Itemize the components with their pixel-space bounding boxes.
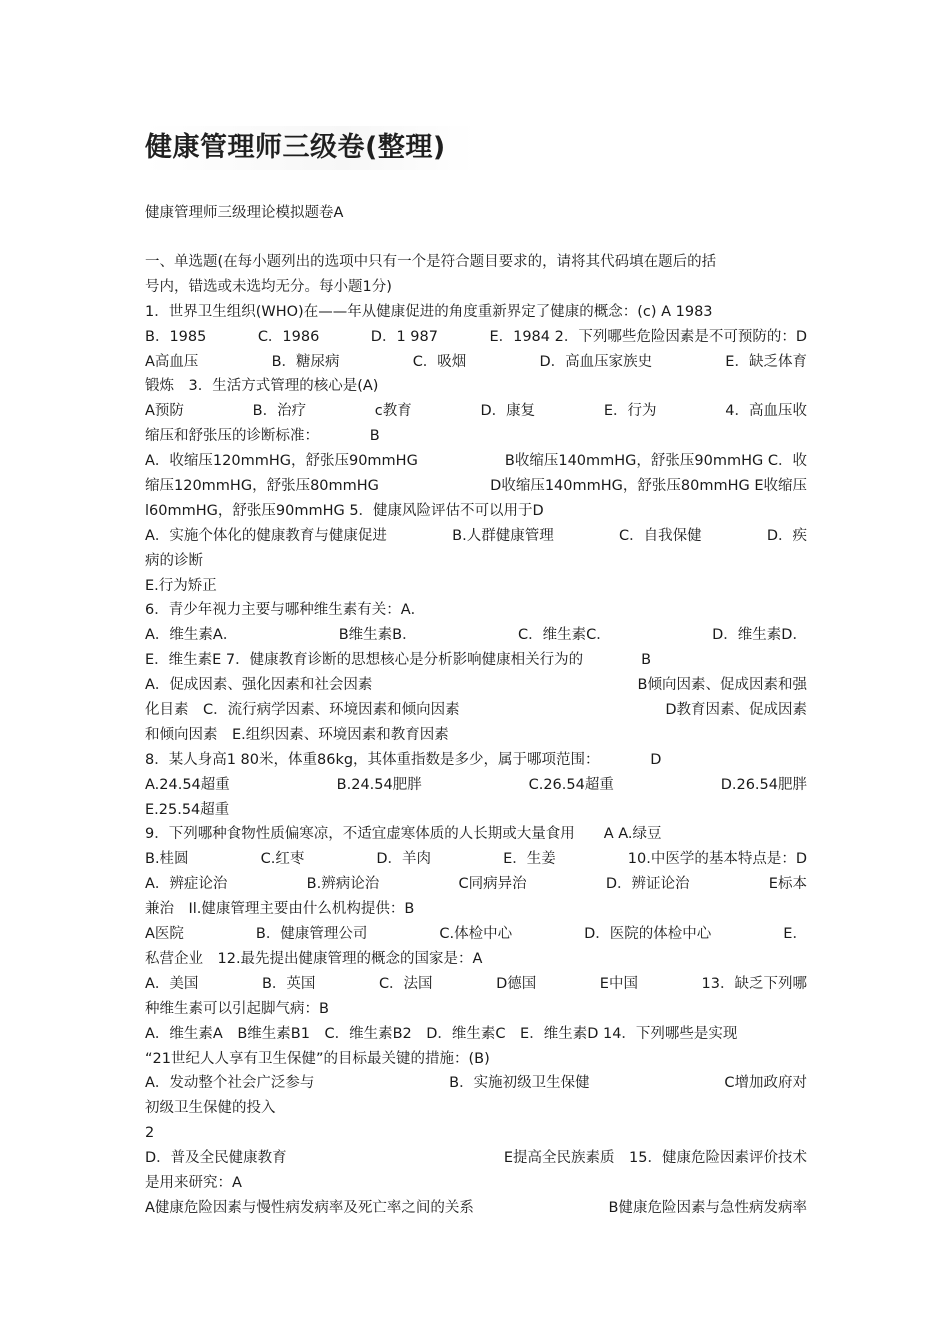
text-segment: 8．某人身高1 80米，体重86kg，其体重指数是多少，属于哪项范围： D	[145, 751, 662, 768]
text-segment: E．生姜	[503, 851, 556, 868]
text-line	[145, 773, 807, 798]
text-line	[145, 1121, 807, 1146]
text-segment: A医院	[145, 926, 184, 943]
text-segment: C．法国	[378, 975, 433, 992]
text-segment: A．收缩压120mmHG，舒张压90mmHG	[145, 453, 418, 470]
text-segment: 4．高血压收	[725, 403, 807, 420]
text-segment: E．1984 2．下列哪些危险因素是不可预防的：D	[489, 328, 807, 345]
text-segment: 病的诊断	[145, 552, 203, 569]
text-segment: E.行为矫正	[145, 577, 217, 594]
text-line	[145, 822, 807, 847]
text-segment: B．实施初级卫生保健	[449, 1075, 590, 1092]
text-line	[145, 972, 807, 997]
text-segment: 化目素 C．流行病学因素、环境因素和倾向因素	[145, 702, 460, 719]
text-line	[145, 399, 807, 424]
text-segment: D.26.54肥胖	[720, 776, 807, 793]
document-title: 健康管理师三级卷(整理)	[145, 132, 446, 163]
text-line	[145, 897, 807, 922]
text-segment: B．1985	[145, 328, 207, 345]
text-segment: D收缩压140mmHG，舒张压80mmHG E收缩压	[490, 478, 807, 495]
text-segment: E中国	[599, 975, 638, 992]
text-line	[145, 623, 807, 648]
text-segment: B．治疗	[252, 403, 307, 420]
text-segment: A．维生素A B维生素B1 C．维生素B2 D．维生素C E．维生素D 14．下列哪些是实现	[145, 1025, 738, 1042]
text-segment: “21世纪人人享有卫生保健”的目标最关键的措施：(B)	[145, 1050, 490, 1067]
text-line	[145, 549, 807, 574]
text-segment: E．	[783, 926, 807, 943]
text-segment: D．高血压家族史	[539, 353, 653, 370]
text-line	[145, 872, 807, 897]
text-segment: B倾向因素、促成因素和强	[637, 677, 807, 694]
text-segment: 兼治 Il.健康管理主要由什么机构提供：B	[145, 901, 415, 918]
text-segment: D教育因素、促成因素	[665, 702, 807, 719]
text-segment: E提高全民族素质 15．健康危险因素评价技术	[503, 1150, 807, 1167]
text-line	[145, 798, 807, 823]
text-segment: A．美国	[145, 975, 199, 992]
text-segment: C．自我保健	[618, 527, 702, 544]
text-line	[145, 847, 807, 872]
text-segment: 2	[145, 1125, 155, 1142]
text-segment: A．维生素A．	[145, 627, 238, 644]
text-segment: 9．下列哪种食物性质偏寒凉，不适宜虚寒体质的人长期或大量食用 A A.绿豆	[145, 826, 662, 843]
text-segment: D．羊肉	[376, 851, 432, 868]
text-segment: 6．青少年视力主要与哪种维生素有关：A．	[145, 602, 426, 619]
text-line	[145, 300, 807, 325]
text-line	[145, 574, 807, 599]
text-line	[145, 748, 807, 773]
text-segment: 缩压和舒张压的诊断标准： B	[145, 428, 380, 445]
title-block	[145, 126, 476, 170]
text-line	[145, 374, 807, 399]
text-segment: A预防	[145, 403, 184, 420]
text-segment: A高血压	[145, 353, 199, 370]
text-line	[145, 1071, 807, 1096]
text-segment: A．实施个体化的健康教育与健康促进	[145, 527, 387, 544]
text-segment: A．辨症论治	[145, 876, 228, 893]
text-segment: E标本	[768, 876, 807, 893]
text-line	[145, 723, 807, 748]
text-line	[145, 1171, 807, 1196]
text-segment: 号内，错选或未选均无分。每小题1分)	[145, 278, 392, 295]
text-segment: B.桂圆	[145, 851, 189, 868]
text-line	[145, 449, 807, 474]
text-segment: c教育	[374, 403, 412, 420]
text-segment: B收缩压140mmHG，舒张压90mmHG C．收	[504, 453, 807, 470]
text-segment: E．缺乏体育	[725, 353, 807, 370]
text-segment: C.26.54超重	[528, 776, 614, 793]
text-segment: C．吸烟	[412, 353, 467, 370]
text-segment: D．1 987	[370, 328, 438, 345]
text-segment: B维生素B．	[338, 627, 417, 644]
text-segment: B健康危险因素与急性病发病率	[608, 1199, 807, 1216]
text-segment: E．行为	[603, 403, 657, 420]
text-segment: A．促成因素、强化因素和社会因素	[145, 677, 373, 694]
text-segment: D．疾	[766, 527, 807, 544]
document-subtitle: 健康管理师三级理论模拟题卷A	[145, 205, 344, 221]
text-segment: 和倾向因素 E.组织因素、环境因素和教育因素	[145, 726, 449, 743]
text-line	[145, 598, 807, 623]
text-line	[145, 997, 807, 1022]
text-segment: E.25.54超重	[145, 801, 230, 818]
text-segment: 13．缺乏下列哪	[701, 975, 807, 992]
text-segment: B．健康管理公司	[255, 926, 368, 943]
text-segment: 锻炼 3．生活方式管理的核心是(A)	[145, 378, 379, 395]
text-segment: 种维生素可以引起脚气病：B	[145, 1000, 329, 1017]
text-segment: D．康复	[480, 403, 536, 420]
text-segment: C增加政府对	[724, 1075, 807, 1092]
text-segment: A健康危险因素与慢性病发病率及死亡率之间的关系	[145, 1199, 474, 1216]
text-line	[145, 698, 807, 723]
text-line	[145, 325, 807, 350]
text-segment: 私营企业 12.最先提出健康管理的概念的国家是：A	[145, 950, 483, 967]
question-body	[145, 250, 807, 1221]
text-segment: 一、单选题(在每小题列出的选项中只有一个是符合题目要求的，请将其代码填在题后的括	[145, 254, 717, 270]
text-segment: B.24.54肥胖	[336, 776, 422, 793]
text-line	[145, 524, 807, 549]
text-line	[145, 648, 807, 673]
text-line	[145, 275, 807, 300]
text-segment: 缩压120mmHG，舒张压80mmHG	[145, 478, 379, 495]
text-line	[145, 499, 807, 524]
text-segment: C.体检中心	[439, 926, 513, 943]
text-line	[145, 350, 807, 375]
text-line	[145, 424, 807, 449]
text-segment: D．维生素D．	[712, 627, 807, 644]
text-segment: B.人群健康管理	[452, 527, 554, 544]
text-segment: 10.中医学的基本特点是：D	[627, 851, 807, 868]
text-line	[145, 947, 807, 972]
text-line	[145, 1096, 807, 1121]
text-line	[145, 250, 807, 275]
text-segment: B．糖尿病	[271, 353, 340, 370]
text-segment: 1．世界卫生组织(WHO)在——年从健康促进的角度重新界定了健康的概念：(c) A 1983	[145, 303, 713, 320]
text-segment: D．医院的体检中心	[584, 926, 712, 943]
text-segment: C．1986	[257, 328, 320, 345]
text-segment: C.红枣	[260, 851, 305, 868]
text-segment: D．普及全民健康教育	[145, 1150, 287, 1167]
text-segment: D德国	[496, 975, 537, 992]
text-segment: B.辨病论治	[306, 876, 380, 893]
text-segment: C同病异治	[458, 876, 527, 893]
text-line	[145, 1022, 807, 1047]
text-line	[145, 1146, 807, 1171]
text-segment: E．维生素E 7．健康教育诊断的思想核心是分析影响健康相关行为的 B	[145, 652, 652, 669]
text-segment: B．英国	[261, 975, 316, 992]
text-segment: 是用来研究：A	[145, 1174, 242, 1191]
text-segment: A.24.54超重	[145, 776, 230, 793]
text-segment: C．维生素C．	[518, 627, 611, 644]
text-line	[145, 474, 807, 499]
text-segment: A．发动整个社会广泛参与	[145, 1075, 315, 1092]
text-line	[145, 922, 807, 947]
text-segment: D．辨证论治	[605, 876, 690, 893]
text-line	[145, 673, 807, 698]
text-segment: l60mmHG，舒张压90mmHG 5．健康风险评估不可以用于D	[145, 502, 544, 519]
text-segment: 初级卫生保健的投入	[145, 1100, 276, 1117]
text-line	[145, 1196, 807, 1221]
text-line	[145, 1047, 807, 1072]
